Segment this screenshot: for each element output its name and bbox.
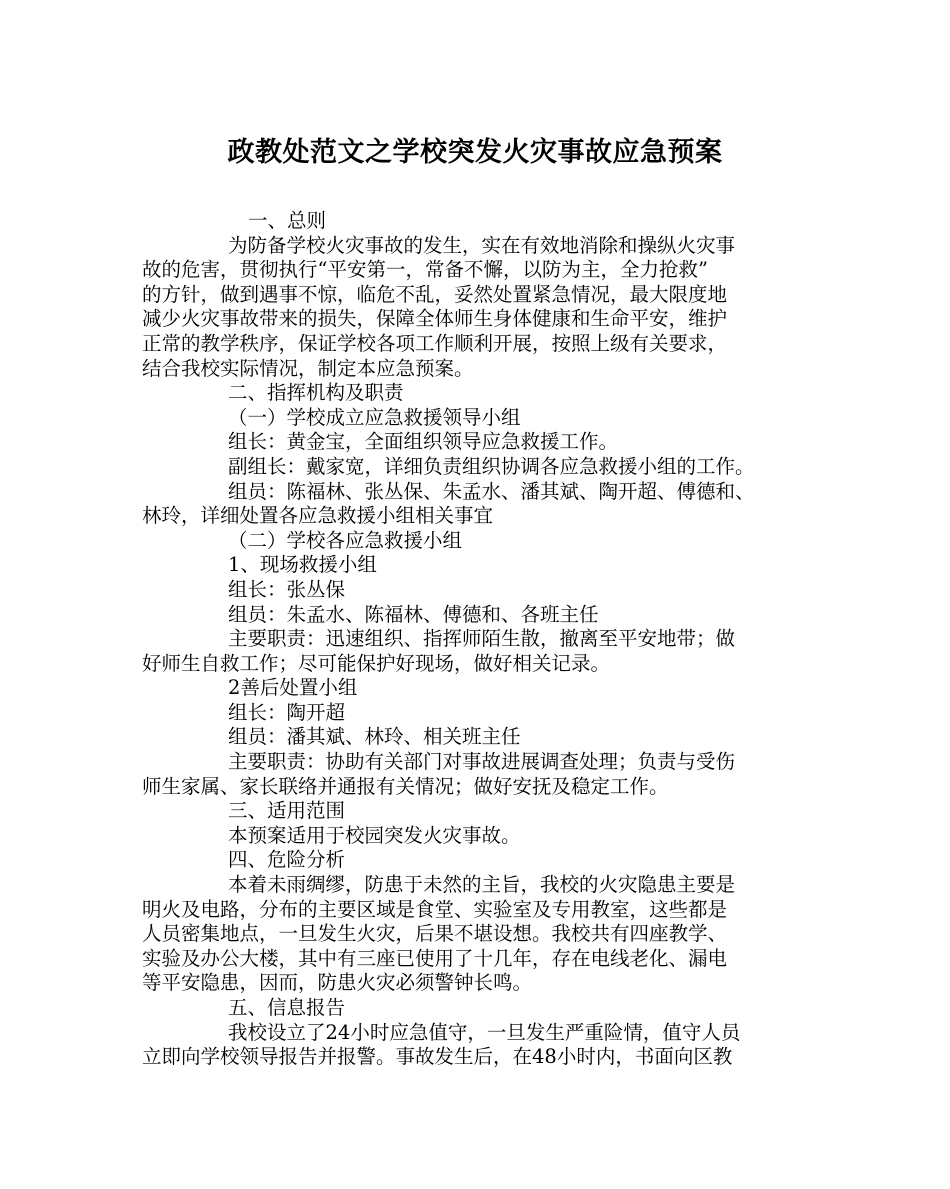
paragraph-line: 人员密集地点，一旦发生火灾，后果不堪设想。我校共有四座教学、 xyxy=(142,922,728,946)
paragraph-line: 组员：潘其斌、林玲、相关班主任 xyxy=(228,725,521,749)
section-heading-scope: 三、适用范围 xyxy=(228,799,346,823)
paragraph-line: 主要职责：协助有关部门对事故进展调查处理；负责与受伤 xyxy=(228,750,736,774)
document-body xyxy=(142,209,812,1070)
subsection-heading: 2善后处置小组 xyxy=(228,676,358,700)
section-heading-command: 二、指挥机构及职责 xyxy=(228,381,404,405)
paragraph-line: 组长：黄金宝，全面组织领导应急救援工作。 xyxy=(228,430,619,454)
paragraph-line: 组员：朱孟水、陈福林、傅德和、各班主任 xyxy=(228,602,599,626)
paragraph-line: 我校设立了24小时应急值守，一旦发生严重险情，值守人员 xyxy=(228,1020,741,1044)
paragraph-line: 副组长：戴家宽，详细负责组织协调各应急救援小组的工作。 xyxy=(228,454,755,478)
paragraph-line: 师生家属、家长联络并通报有关情况；做好安抚及稳定工作。 xyxy=(142,774,669,798)
section-heading-general: 一、总则 xyxy=(248,209,327,232)
paragraph-line: 立即向学校领导报告并报警。事故发生后，在48小时内，书面向区教 xyxy=(142,1045,733,1069)
paragraph-line: 实验及办公大楼，其中有三座已使用了十几年，存在电线老化、漏电 xyxy=(142,946,728,970)
paragraph-line: 明火及电路，分布的主要区域是食堂、实验室及专用教室，这些都是 xyxy=(142,897,728,921)
paragraph-line: 本着未雨绸缪，防患于未然的主旨，我校的火灾隐患主要是 xyxy=(228,873,736,897)
paragraph-line: 为防备学校火灾事故的发生，实在有效地消除和操纵火灾事 xyxy=(228,233,736,257)
paragraph-line: 组长：张丛保 xyxy=(228,577,346,601)
paragraph-line: 组员：陈福林、张丛保、朱孟水、潘其斌、陶开超、傅德和、 xyxy=(228,479,755,503)
paragraph-line: 好师生自救工作；尽可能保护好现场，做好相关记录。 xyxy=(142,651,611,675)
document-title: 政教处范文之学校突发火灾事故应急预案 xyxy=(227,137,723,168)
paragraph-line: 结合我校实际情况，制定本应急预案。 xyxy=(142,356,474,380)
paragraph-line: 的方针，做到遇事不惊，临危不乱，妥然处置紧急情况，最大限度地 xyxy=(142,282,728,306)
paragraph-line: 本预案适用于校园突发火灾事故。 xyxy=(228,823,521,847)
paragraph-line: 林玲，详细处置各应急救援小组相关事宜 xyxy=(142,504,494,528)
subsection-heading: （一）学校成立应急救援领导小组 xyxy=(228,405,521,429)
subsection-heading: 1、现场救援小组 xyxy=(228,553,377,577)
section-heading-risk: 四、危险分析 xyxy=(228,848,346,872)
paragraph-line: 组长：陶开超 xyxy=(228,700,346,724)
paragraph-line: 减少火灾事故带来的损失，保障全体师生身体健康和生命平安，维护 xyxy=(142,307,728,331)
paragraph-line: 等平安隐患，因而，防患火灾必须警钟长鸣。 xyxy=(142,971,533,995)
paragraph-line: 故的危害，贯彻执行“平安第一，常备不懈，以防为主，全力抢救” xyxy=(142,258,708,282)
subsection-heading: （二）学校各应急救援小组 xyxy=(228,528,463,552)
paragraph-line: 主要职责：迅速组织、指挥师陌生散，撤离至平安地带；做 xyxy=(228,627,736,651)
paragraph-line: 正常的教学秩序，保证学校各项工作顺利开展，按照上级有关要求， xyxy=(142,331,728,355)
section-heading-report: 五、信息报告 xyxy=(228,996,346,1019)
